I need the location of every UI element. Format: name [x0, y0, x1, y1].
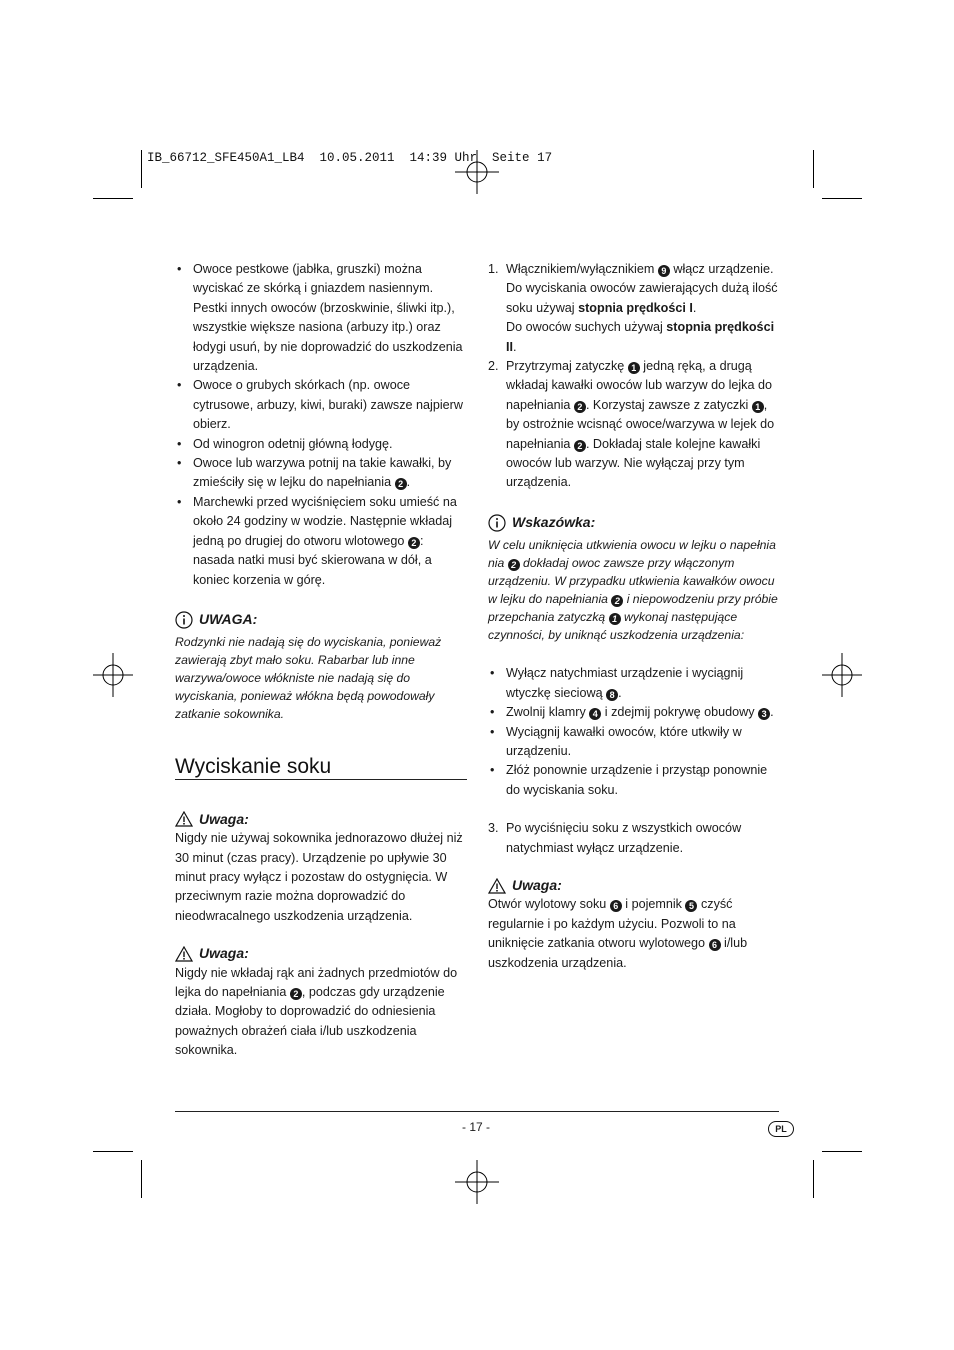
list-item-text: .: [406, 475, 411, 490]
crop-mark: [813, 1160, 814, 1198]
text-run: Do owoców suchych używaj: [506, 320, 667, 335]
text-run: Zwolnij klamry: [506, 705, 590, 720]
info-icon: [488, 514, 506, 532]
text-run: dokładaj owoc zawsze przy włączonym urządzeniu. W przypadku utkwienia kawałków owocu w lejku do napełniania: [488, 556, 775, 607]
page-number: - 17 -: [461, 1120, 490, 1134]
speed-level: stopnia prędkości II: [506, 320, 775, 354]
list-item-text: Owoce pestkowe (jabłka, gruszki) można wyciskać ze skórką i gniazdem nasiennym. Pestki innych owoców (brzoskwinie, śliwki itp.), wszystkie większe nasiona (arbuzy itp.) oraz łodygi usuń, by nie doprowadzić do uszkodzenia urządzenia.: [193, 262, 463, 374]
right-column: [488, 260, 780, 973]
text-run: Wyciągnij kawałki owoców, które utkwiły w urządzeniu.: [506, 724, 742, 758]
speed-level: stopnia prędkości I: [578, 300, 693, 315]
part-number-badge: 1: [628, 362, 640, 374]
print-slug: IB_66712_SFE450A1_LB4 10.05.2011 14:39 Uhr Seite 17: [147, 151, 553, 165]
text-run: .: [692, 300, 697, 315]
hint-text: [488, 536, 780, 644]
part-number-badge: 2: [408, 537, 420, 549]
crop-mark: [141, 150, 142, 188]
text-run: wykonaj następujące czynności, by uniknąć uszkodzenia urządzenia:: [488, 610, 745, 643]
text-run: czyść regularnie i po każdym użyciu. Pozwoli to na uniknięcie zatkania otworu wylotowego: [488, 897, 736, 951]
warning-heading: [488, 876, 780, 895]
part-number-badge: 1: [609, 613, 621, 625]
warning-text: [488, 895, 780, 973]
registration-mark-top: [455, 150, 499, 194]
part-number-badge: 2: [574, 401, 586, 413]
crop-mark: [822, 1151, 862, 1152]
text-run: Otwór wylotowy soku: [488, 897, 610, 912]
part-number-badge: 2: [508, 559, 520, 571]
note-text: Rodzynki nie nadają się do wyciskania, ponieważ zawierają zbyt mało soku. Rabarbar lub inne warzywa/owoce włókniste nie nadają się do wyciskania, ponieważ włókna będą powodowały zatkanie sokownika.: [175, 635, 442, 722]
part-number-badge: 1: [752, 401, 764, 413]
part-number-badge: 8: [606, 689, 618, 701]
text-run: W celu uniknięcia utkwienia owocu w lejku o napełnia nia: [488, 538, 776, 571]
list-item-text: : nasada natki musi być skierowana w dół, a koniec korzenia w górę.: [193, 533, 432, 587]
crop-mark: [813, 150, 814, 188]
text-run: i/lub uszkodzenia urządzenia.: [488, 936, 748, 970]
section-title: Wyciskanie soku: [175, 757, 467, 779]
note-title: UWAGA:: [199, 610, 258, 627]
part-number-badge: 4: [589, 708, 601, 720]
part-number-badge: 2: [395, 478, 407, 490]
text-run: Wyłącz natychmiast urządzenie i wyciągnij wtyczkę sieciową: [506, 666, 744, 700]
text-run: Nigdy nie wkładaj rąk ani żadnych przedmiotów do lejka do napełniania: [175, 965, 458, 999]
text-run: i pojemnik: [621, 897, 686, 912]
text-run: . Dokładaj stale kolejne kawałki owoców lub warzyw. Nie wyłączaj przy tym urządzenia.: [506, 436, 761, 490]
text-run: Po wyciśnięciu soku z wszystkich owoców natychmiast wyłącz urządzenie.: [506, 821, 742, 855]
registration-mark-bottom: [455, 1160, 499, 1204]
footer-rule: [175, 1111, 779, 1112]
step-item: [488, 260, 780, 357]
text-run: .: [618, 685, 622, 700]
warning-title: Uwaga:: [199, 810, 249, 827]
language-badge: PL: [768, 1121, 794, 1137]
list-item-text: Marchewki przed wyciśnięciem soku umieść na około 24 godziny w wodzie. Następnie wkładaj jedną po drugiej do otworu wlotowego: [193, 494, 457, 548]
text-run: Do wyciskania owoców zawierających dużą ilość soku używaj: [506, 281, 778, 315]
text-run: .: [513, 339, 517, 354]
text-run: . Korzystaj zawsze z zatyczki: [585, 397, 752, 412]
list-item: [175, 454, 467, 493]
text-run: Włącznikiem/wyłącznikiem: [506, 262, 658, 276]
step-item: [488, 819, 780, 858]
list-item: [175, 260, 467, 376]
list-item-text: Owoce o grubych skórkach (np. owoce cytrusowe, arbuzy, kiwi, buraki) zawsze najpierw obierz.: [193, 378, 463, 432]
list-item-text: Od winogron odetnij główną łodygę.: [193, 436, 393, 451]
step-item: [488, 357, 780, 493]
text-run: , podczas gdy urządzenie działa. Mogłoby to doprowadzić do odniesienia poważnych obrażeń ciała i/lub uszkodzenia sokownika.: [175, 984, 445, 1058]
fruit-prep-list: [175, 260, 467, 590]
hint-heading: [488, 513, 780, 532]
step-number: 3.: [488, 821, 499, 836]
text-run: i zdejmij pokrywę obudowy: [601, 705, 759, 720]
list-item: [175, 376, 467, 434]
part-number-badge: 6: [709, 939, 721, 951]
warning-triangle-icon: [488, 878, 506, 894]
crop-mark: [93, 1151, 133, 1152]
text-run: Przytrzymaj zatyczkę: [506, 359, 628, 374]
text-run: włącz urządzenie.: [669, 262, 774, 276]
list-item: [488, 761, 780, 800]
text-run: , by ostrożnie wcisnąć owoce/warzywa w lejek do napełniania: [506, 397, 775, 451]
list-item: [175, 435, 467, 454]
hint-title: Wskazówka:: [512, 513, 596, 530]
steps-list-a: [488, 260, 780, 493]
list-item: [488, 664, 780, 703]
warning-text: Nigdy nie używaj sokownika jednorazowo dłużej niż 30 minut (czas pracy). Urządzenie po upływie 30 minut pracy wyłącz i pozostaw do ostygnięcia. W przeciwnym razie można doprowadzić do nieodwracalnego uszkodzenia urządzenia.: [175, 831, 463, 923]
text-run: .: [770, 705, 774, 720]
info-icon: [175, 611, 193, 629]
note-heading: [175, 610, 467, 629]
left-column: [175, 260, 467, 1061]
step-number: 1.: [488, 262, 499, 276]
part-number-badge: 6: [610, 900, 622, 912]
steps-list-b: [488, 819, 780, 858]
part-number-badge: 2: [611, 595, 623, 607]
list-item: [488, 703, 780, 722]
crop-mark: [93, 198, 133, 199]
part-number-badge: 2: [574, 440, 586, 452]
step-number: 2.: [488, 359, 499, 374]
list-item: [175, 493, 467, 590]
crop-mark: [141, 1160, 142, 1198]
warning-triangle-icon: [175, 811, 193, 827]
clog-steps-list: [488, 664, 780, 800]
text-run: jedną ręką, a drugą wkładaj kawałki owoców lub warzyw do lejka do napełniania: [506, 359, 772, 412]
text-run: i niepowodzeniu przy próbie przepchania zatyczką: [488, 592, 778, 625]
list-item: [488, 723, 780, 762]
crop-mark: [822, 198, 862, 199]
warning-title: Uwaga:: [199, 945, 249, 962]
warning-title: Uwaga:: [512, 876, 562, 893]
part-number-badge: 2: [290, 988, 302, 1000]
warning-text: [175, 964, 467, 1061]
part-number-badge: 3: [758, 708, 770, 720]
list-item-text: Owoce lub warzywa potnij na takie kawałki, by zmieściły się w lejku do napełniania: [193, 456, 452, 490]
part-number-badge: 9: [658, 265, 670, 277]
warning-heading: [175, 944, 467, 963]
part-number-badge: 5: [685, 900, 697, 912]
registration-mark-right: [822, 653, 862, 697]
warning-triangle-icon: [175, 946, 193, 962]
registration-mark-left: [93, 653, 133, 697]
text-run: Złóż ponownie urządzenie i przystąp ponownie do wyciskania soku.: [506, 763, 768, 797]
warning-heading: [175, 810, 467, 829]
